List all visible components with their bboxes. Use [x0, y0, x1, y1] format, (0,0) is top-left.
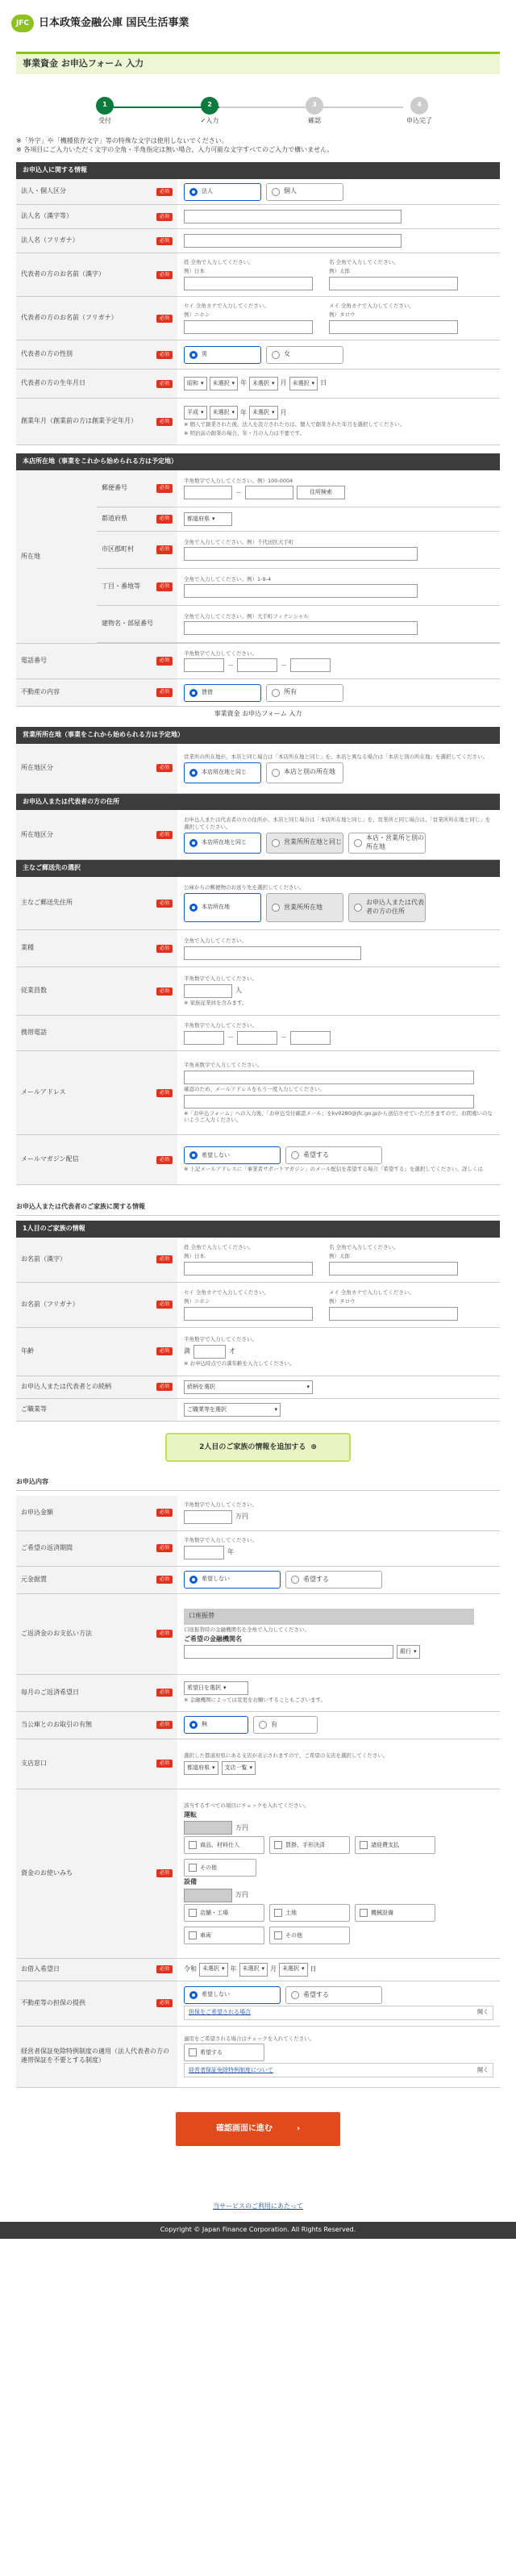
- zip-search-button[interactable]: 住所検索: [297, 486, 345, 499]
- radio-female[interactable]: 女: [266, 346, 343, 364]
- rep-mei-kana-input[interactable]: [329, 320, 458, 334]
- mid-title: 事業資金 お申込フォーム 入力: [214, 710, 302, 718]
- op-amount-input[interactable]: [184, 1821, 232, 1835]
- section-title: お申込内容: [16, 1473, 500, 1491]
- step-2: 2 ✓入力: [185, 97, 234, 126]
- application-section: お申込内容 お申込金額 必須 半角数字で入力してください。 万円 ご希望の返済期間 必須 半角数字で入力してください。 年 元金据置 必須 希望しない 希望する ご返済金のお支払い方法 必須 口座振替 口座振替時の金融機関名を全角で入力してください。 ご希望の金融機関名 銀行 ▾ 毎月のご返済希望日 必須 希望日を選択 ▾ ※ 金融機関によっては変更をお願いすることもございます。 当公庫とのお取引の有無 必須 無 有 支店窓口 必須 選択した都道府県にある支店が表示されますので、ご希望の支店を選択してください。 都道府県 ▾ 支店一覧 ▾ 資金のお使いみち 必須 該当するすべての項目にチェックを入れてください。 運転 万円 商品、材料仕入 買掛、手形決済 諸経費支払 その他 設備 万円 店舗・工場 土地 機械設備 車両 その他 お借入希望日 必須 令和 未選択 ▾ 年 未選択 ▾ 月 未選択 ▾ 日 不動産等の担保の提供 必須 希望しない 希望する 担保をご希望される場合 開く 経営者保証免除特例制度の適用（法人代表者の方の連帯保証を不要とする制度） 適用をご希望される場合はチェックを入れてください。 希望する 経営者保証免除特例制度について 開く: [16, 1473, 500, 2088]
- guar-checkbox[interactable]: 希望する: [184, 2044, 264, 2061]
- birth-day-select[interactable]: 未選択 ▾: [289, 377, 318, 390]
- term-input[interactable]: [184, 1546, 224, 1559]
- cb-bills[interactable]: 買掛、手形決済: [269, 1836, 350, 1854]
- amount-input[interactable]: [184, 1510, 232, 1524]
- town-input[interactable]: [184, 584, 418, 598]
- defer-yes-radio[interactable]: 希望する: [285, 1571, 382, 1589]
- found-month-select[interactable]: 未選択 ▾: [249, 406, 278, 420]
- copyright: Copyright © Japan Finance Corporation. All Rights Reserved.: [0, 2222, 516, 2239]
- radio-corp[interactable]: 法人: [184, 183, 261, 201]
- email-input[interactable]: [184, 1071, 474, 1084]
- mail-head-radio[interactable]: 本店所在地: [184, 893, 261, 922]
- collateral-accordion[interactable]: 担保をご希望される場合 開く: [184, 2006, 493, 2020]
- found-era-select[interactable]: 平成 ▾: [184, 406, 207, 420]
- birth-month-select[interactable]: 未選択 ▾: [249, 377, 278, 390]
- home-same-radio[interactable]: 本店所在地と同じ: [184, 833, 261, 854]
- date-year-select[interactable]: 未選択 ▾: [199, 1963, 228, 1977]
- corp-kana-input[interactable]: [184, 234, 402, 248]
- biz-other-radio[interactable]: 本店と別の所在地: [266, 762, 343, 783]
- bank-input[interactable]: [184, 1645, 393, 1659]
- add-family-button[interactable]: 2人目のご家族の情報を追加する ⊕: [165, 1433, 351, 1462]
- fam-mei-kana-input[interactable]: [329, 1307, 458, 1321]
- radio-male[interactable]: 男: [184, 346, 261, 364]
- step-1: 1 受付: [81, 97, 129, 126]
- section-title: 営業所所在地（事業をこれから始められる方は予定地）: [16, 727, 500, 744]
- subsection-title: 1人目のご家族の情報: [16, 1221, 500, 1238]
- home-biz-radio[interactable]: 営業所所在地と同じ: [266, 833, 343, 854]
- bank-type-select[interactable]: 銀行 ▾: [397, 1645, 420, 1659]
- radio-own[interactable]: 所有: [266, 684, 343, 702]
- mail-home-radio[interactable]: お申込人または代表者の方の住所: [348, 893, 426, 922]
- prev-no-radio[interactable]: 無: [184, 1716, 248, 1734]
- section-title: 主なご郵送先の選択: [16, 860, 500, 877]
- mag-no-radio[interactable]: 希望しない: [184, 1146, 281, 1164]
- employees-input[interactable]: [184, 984, 232, 998]
- payday-select[interactable]: 希望日を選択 ▾: [184, 1681, 248, 1695]
- corp-name-input[interactable]: [184, 210, 402, 223]
- notice-1: ※「外字」や「機種依存文字」等の特殊な文字は使用しないでください。: [16, 136, 228, 144]
- date-month-select[interactable]: 未選択 ▾: [239, 1963, 268, 1977]
- city-input[interactable]: [184, 547, 418, 561]
- found-year-select[interactable]: 未選択 ▾: [210, 406, 239, 420]
- section-title: お申込人または代表者の方の住所: [16, 794, 500, 811]
- industry-input[interactable]: [184, 946, 361, 960]
- fam-mei-input[interactable]: [329, 1262, 458, 1275]
- defer-no-radio[interactable]: 希望しない: [184, 1571, 281, 1589]
- cb-machine[interactable]: 機械設備: [355, 1904, 435, 1922]
- fam-sei-kana-input[interactable]: [184, 1307, 313, 1321]
- rep-mei-input[interactable]: [329, 277, 458, 290]
- cb-store[interactable]: 店舗・工場: [184, 1904, 264, 1922]
- cb-expenses[interactable]: 諸経費支払: [355, 1836, 435, 1854]
- age-input[interactable]: [194, 1345, 226, 1359]
- page-title: 事業資金 お申込フォーム 入力: [16, 52, 500, 74]
- notice-2: ※ 各項目にご入力いただく文字の全角・半角指定は無い場合、入力可能な文字すべてのご入力で構いません。: [16, 145, 334, 153]
- account-transfer-option[interactable]: 口座振替: [184, 1609, 474, 1625]
- prev-yes-radio[interactable]: 有: [253, 1716, 318, 1734]
- phone2-input[interactable]: [237, 658, 277, 672]
- prop-no-radio[interactable]: 希望しない: [184, 1986, 281, 2004]
- step-4: 4 申込完了: [395, 97, 443, 126]
- cb-land[interactable]: 土地: [269, 1904, 350, 1922]
- eq-amount-input[interactable]: [184, 1889, 232, 1902]
- fam-sei-input[interactable]: [184, 1262, 313, 1275]
- site-header: [0, 0, 516, 47]
- guarantee-accordion[interactable]: 経営者保証免除特例制度について 開く: [184, 2063, 493, 2077]
- rep-sei-input[interactable]: [184, 277, 313, 290]
- confirm-button[interactable]: 確認画面に進む ›: [176, 2112, 340, 2146]
- cb-eq-other[interactable]: その他: [269, 1927, 350, 1944]
- mag-yes-radio[interactable]: 希望する: [285, 1146, 382, 1164]
- zip1-input[interactable]: [184, 486, 232, 499]
- mail-biz-radio[interactable]: 営業所所在地: [266, 893, 343, 922]
- family-section: お申込人または代表者のご家族に関する情報 1人目のご家族の情報 お名前（漢字） 必須 姓 全角で入力してください。 例）日本 名 全角で入力してください。 例）太郎 お名前（フリガナ） 必須 セイ 全角カナで入力してください。 例）ニホン メイ 全角カナで入力してください。 例）タロウ 年齢 必須 半角数字で入力してください。 満 才 ※ お申込時点での満年齢を入力してください。 お申込人または代表者との続柄 必須 続柄を選択 ▾ ご職業等 ご職業等を選択 ▾ 2人目のご家族の情報を追加する ⊕: [16, 1198, 500, 1462]
- plus-circle-icon: ⊕: [310, 1442, 317, 1451]
- cell2-input[interactable]: [237, 1031, 277, 1045]
- chevron-right-icon: ›: [296, 2123, 301, 2133]
- phone3-input[interactable]: [290, 658, 331, 672]
- job-select[interactable]: ご職業等を選択 ▾: [184, 1403, 281, 1417]
- cell3-input[interactable]: [290, 1031, 331, 1045]
- birth-era-select[interactable]: 昭和 ▾: [184, 377, 207, 390]
- cb-op-other[interactable]: その他: [184, 1859, 256, 1877]
- birth-year-select[interactable]: 未選択 ▾: [210, 377, 239, 390]
- cell1-input[interactable]: [184, 1031, 224, 1045]
- address-section: 本店所在地（事業をこれから始められる方は予定地） 所在地 郵便番号 必須 半角数字で入力してください。例）100-0004 － 住所検索 都道府県 必須 都道府県 ▾ 市区郡町村 必須 全角で入力してください。例）千代田区大手町 丁目・番地等 必須 全角で入力してください。例）1-9-4 建物名・部屋番号 全角で入力してください。例）大手町フィナンシャル 電話番号 必須 半角数字で入力してください。 － － 不動産の内容 必須 賃借 所有: [16, 453, 500, 707]
- biz-address-section: 営業所所在地（事業をこれから始められる方は予定地） 所在地区分 必須 営業所の所在地が、本店と同じ場合は「本店所在地と同じ」を、本店と異なる場合は「本店と別の所在地」を選択してください。 本店所在地と同じ 本店と別の所在地 お申込人または代表者の方の住所 所在地区分 必須 お申込人または代表者の方の住所が、本店と同じ場合は「本店所在地と同じ」を、営業所と同じ場合は、「営業所所在地と同じ」を選択してください。 本店所在地と同じ 営業所所在地と同じ 本店・営業所と別の所在地 主なご郵送先の選択 主なご郵送先住所 必須 公庫からの郵便物のお送り先を選択してください。 本店所在地 営業所所在地 お申込人または代表者の方の住所 業種 必須 全角で入力してください。 従業員数 必須 半角数字で入力してください。 人 ※ 家族従業員を含みます。 携帯電話 半角数字で入力してください。 － － メールアドレス 必須 半角英数字で入力してください。 確認のため、メールアドレスをもう一度入力してください。 ※「お申込フォーム」への入力後、「お申込受付確認メール」をkv0280@jfc.go.jpから送信させていただきますので、お間違いのないようご入力ください。 メールマガジン配信 必須 希望しない 希望する ※ 上記メールアドレスに「事業者サポートマガジン」のメール配信を希望する場合「希望する」を選択してください。詳しくは: [16, 727, 500, 1185]
- branch-pref-select[interactable]: 都道府県 ▾: [184, 1761, 218, 1775]
- step-3: 3 確認: [290, 97, 339, 126]
- phone1-input[interactable]: [184, 658, 224, 672]
- date-day-select[interactable]: 未選択 ▾: [279, 1963, 308, 1977]
- addr-label: 所在地: [16, 470, 97, 643]
- biz-same-radio[interactable]: 本店所在地と同じ: [184, 762, 261, 783]
- rep-sei-kana-input[interactable]: [184, 320, 313, 334]
- radio-indiv[interactable]: 個人: [266, 183, 343, 201]
- branch-select[interactable]: 支店一覧 ▾: [222, 1761, 256, 1775]
- bldg-input[interactable]: [184, 621, 418, 635]
- section-title: お申込人に関する情報: [16, 162, 500, 179]
- zip2-input[interactable]: [245, 486, 293, 499]
- relation-select[interactable]: 続柄を選択 ▾: [184, 1380, 313, 1394]
- jfc-logo: JFC: [11, 15, 34, 32]
- section-title: お申込人または代表者のご家族に関する情報: [16, 1198, 500, 1216]
- email-confirm-input[interactable]: [184, 1095, 474, 1108]
- home-other-radio[interactable]: 本店・営業所と別の所在地: [348, 833, 426, 854]
- brand-name: 日本政策金融公庫 国民生活事業: [39, 17, 189, 30]
- terms-link[interactable]: 当サービスのご利用にあたって: [213, 2202, 303, 2210]
- section-title: 本店所在地（事業をこれから始められる方は予定地）: [16, 453, 500, 470]
- prop-yes-radio[interactable]: 希望する: [285, 1986, 382, 2004]
- progress-steps: [16, 74, 500, 137]
- cb-goods[interactable]: 商品、材料仕入: [184, 1836, 264, 1854]
- pref-select[interactable]: 都道府県 ▾: [184, 512, 232, 526]
- cb-vehicle[interactable]: 車両: [184, 1927, 264, 1944]
- applicant-section: お申込人に関する情報 法人・個人区分 必須 法人 個人 法人名（漢字等） 必須 法人名（フリガナ） 必須 代表者の方のお名前（漢字） 必須 姓 全角で入力してください。 例）日本 名 全角で入力してください。 例）太郎 代表者の方のお名前（フリガナ） 必須 セイ 全角カナで入力してください。 例）ニホン メイ 全角カナで入力してください。 例）タロウ 代表者の方の性別 必須 男 女 代表者の方の生年月日 必須 昭和 ▾ 未選択 ▾ 年 未選択 ▾ 月 未選択 ▾ 日 創業年月（創業前の方は創業予定年月） 必須 平成 ▾ 未選択 ▾ 年 未選択 ▾ 月 ※ 個人で創業された後、法人を設立された方は、個人で創業された年月を選択してください。 ※ 明治前の創業の場合、年・月の入力は不要です。: [16, 162, 500, 445]
- radio-rent[interactable]: 賃借: [184, 684, 261, 702]
